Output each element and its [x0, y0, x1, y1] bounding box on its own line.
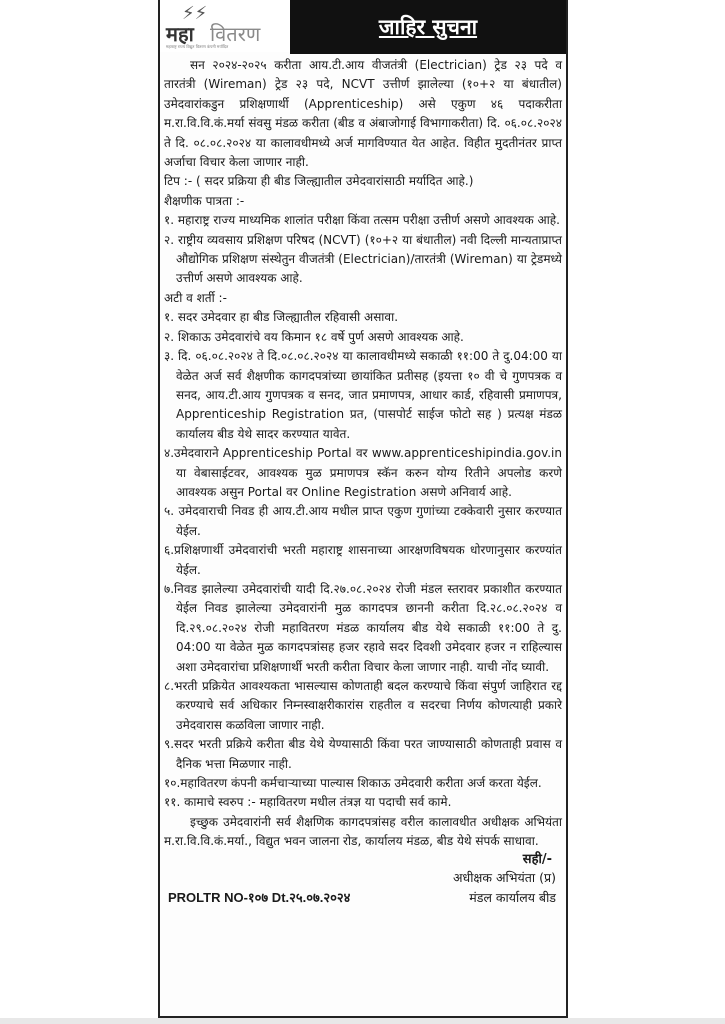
- qualification-item: २. राष्ट्रीय व्यवसाय प्रशिक्षण परिषद (NCVT) (१०+२ या बंधातील) नवी दिल्ली मान्यताप्राप्त औद्योगिक प्रशिक्षण संस्थेतुन वीजतंत्री (Electrician)/तारतंत्री (Wireman) या ट्रेडमध्ये उत्तीर्ण असणे आवश्यक आहे.: [164, 232, 562, 286]
- condition-item: १. सदर उमेदवार हा बीड जिल्ह्यातील रहिवासी असावा.: [164, 310, 399, 325]
- condition-item: ३. दि. ०६.०८.२०२४ ते दि.०८.०८.२०२४ या कालावधीमध्ये सकाळी ११:00 ते दु.04:00 या वेळेत अर्ज सर्व शैक्षणीक कागदपत्रांच्या छायांकित प्रतीसह (इयत्ता १० वी चे गुणपत्रक व सनद, आय.टी.आय गुणपत्रक व सनद, जात प्रमाणपत्र, आधार कार्ड, रहिवासी प्रमाणपत्र, Apprenticeship Registration प्रत, (पासपोर्ट साईज फोटो सह ) प्रत्यक्ष मंडळ कार्यालय बीड येथे सादर करण्यात यावेत.: [164, 349, 562, 441]
- reference-number: PROLTR NO-१०७ Dt.२५.०७.२०२४: [168, 889, 351, 905]
- notice-body: [160, 54, 566, 912]
- qualification-heading: शैक्षणीक पात्रता :-: [164, 193, 245, 208]
- title-banner: [290, 0, 566, 54]
- signature-mark: सही/-: [522, 851, 552, 867]
- condition-item: २. शिकाऊ उमेदवारांचे वय किमान १८ वर्षे पुर्ण असणे आवश्यक आहे.: [164, 329, 464, 344]
- conditions-heading: अटी व शर्ती :-: [164, 290, 227, 305]
- condition-item: ११. कामाचे स्वरुप :- महावितरण मधील तंत्रज्ञ या पदाची सर्व कामे.: [164, 795, 452, 810]
- note: टिप :- ( सदर प्रक्रिया ही बीड जिल्ह्यातील उमेदवारांसाठी मर्यादित आहे.): [164, 174, 474, 189]
- mahavitaran-logo: [160, 0, 290, 52]
- page-bottom-edge: [0, 1018, 725, 1024]
- logo-vitaran: वितरण: [210, 22, 261, 46]
- signature-designation: अधीक्षक अभियंता (प्र): [452, 869, 556, 885]
- closing-paragraph: इच्छुक उमेदवारांनी सर्व शैक्षणिक कागदपत्रांसह वरील कालावधीत अधीक्षक अभियंता म.रा.वि.वि.कं.मर्या., विद्युत भवन जालना रोड, कार्यालय मंडळ, बीड येथे संपर्क साधावा.: [164, 814, 562, 849]
- condition-item: ६.प्रशिक्षणार्थी उमेदवारांची भरती महाराष्ट्र शासनाच्या आरक्षणविषयक धोरणानुसार करण्यांत येईल.: [164, 543, 562, 577]
- signature-office: मंडल कार्यालय बीड: [469, 889, 556, 905]
- condition-item: ८.भरती प्रक्रियेत आवश्यकता भासल्यास कोणताही बदल करण्याचे किंवा संपुर्ण जाहिरात रद्द करण्याचे सर्व अधिकार निम्नस्वाक्षरीकारांस राहतील व सदरचा निर्णय कोणत्याही प्रकारे उमेदवारास कळविला जाणार नाही.: [164, 679, 562, 732]
- condition-item: ९.सदर भरती प्रक्रिये करीता बीड येथे येण्यासाठी किंवा परत जाण्यासाठी कोणताही प्रवास व दैनिक भत्ता मिळणार नाही.: [164, 737, 562, 771]
- condition-item: ५. उमेदवाराची निवड ही आय.टी.आय मधील प्राप्त एकुण गुणांच्या टक्केवारी नुसार करण्यात येईल.: [164, 504, 562, 538]
- condition-item: १०.महावितरण कंपनी कर्मचाऱ्याच्या पाल्यास शिकाऊ उमेदवारी करीता अर्ज करता येईल.: [164, 776, 542, 791]
- lightning-icon: ⚡⚡: [182, 3, 208, 24]
- qualification-item: १. महाराष्ट्र राज्य माध्यमिक शालांत परीक्षा किंवा तत्सम परीक्षा उत्तीर्ण असणे आवश्यक आहे.: [164, 213, 560, 228]
- notice-clipping: [158, 0, 568, 1018]
- intro-paragraph: सन २०२४-२०२५ करीता आय.टी.आय वीजतंत्री (Electrician) ट्रेड २३ पदे व तारतंत्री (Wireman) ट्रेड २३ पदे, NCVT उत्तीर्ण झालेल्या (१०+२ या बंधातील) उमेदवारांकडुन प्रशिक्षणार्थी (Apprenticeship) असे एकुण ४६ पदाकरीता म.रा.वि.वि.कं.मर्या संवसु मंडळ करीता (बीड व अंबाजोगाई विभागाकरीता) दि. ०६.०८.२०२४ ते दि. ०८.०८.२०२४ या कालावधीमध्ये अर्ज मागविण्यात येत आहेत. विहीत मुदतीनंतर प्राप्त अर्जाचा विचार केला जाणार नाही.: [164, 58, 562, 170]
- condition-item: ७.निवड झालेल्या उमेदवारांची यादी दि.२७.०८.२०२४ रोजी मंडल स्तरावर प्रकाशीत करण्यात येईल निवड झालेल्या उमेदवारांनी मुळ कागदपत्र छाननी करीता दि.२८.०८.२०२४ व दि.२९.०८.२०२४ रोजी महावितरण मंडळ कार्यालय बीड येथे सकाळी ११:00 ते दु. 04:00 या वेळेत मुळ कागदपत्रांसह हजर रहावे सदर दिवशी उमेदवार हजर न राहिल्यास अशा उमेदवारांचा प्रशिक्षणार्थी भरती करीता विचार केला जाणार नाही. याची नोंद घ्यावी.: [164, 581, 562, 674]
- notice-title: जाहिर सुचना: [378, 15, 478, 39]
- signature-block: [164, 852, 562, 912]
- notice-header: [160, 0, 566, 54]
- condition-item: ४.उमेदवाराने Apprenticeship Portal वर www.apprenticeshipindia.gov.in या वेबासाईटवर, आवश्यक मुळ प्रमाणपत्र स्कॅन करुन योग्य रितीने अपलोड करणे आवश्यक असुन Portal वर Online Registration असणे अनिवार्य आहे.: [164, 446, 562, 499]
- logo-maha: महा: [166, 22, 194, 46]
- logo-tagline: महाराष्ट्र राज्य विद्युत वितरण कंपनी मर्यादित: [166, 44, 229, 49]
